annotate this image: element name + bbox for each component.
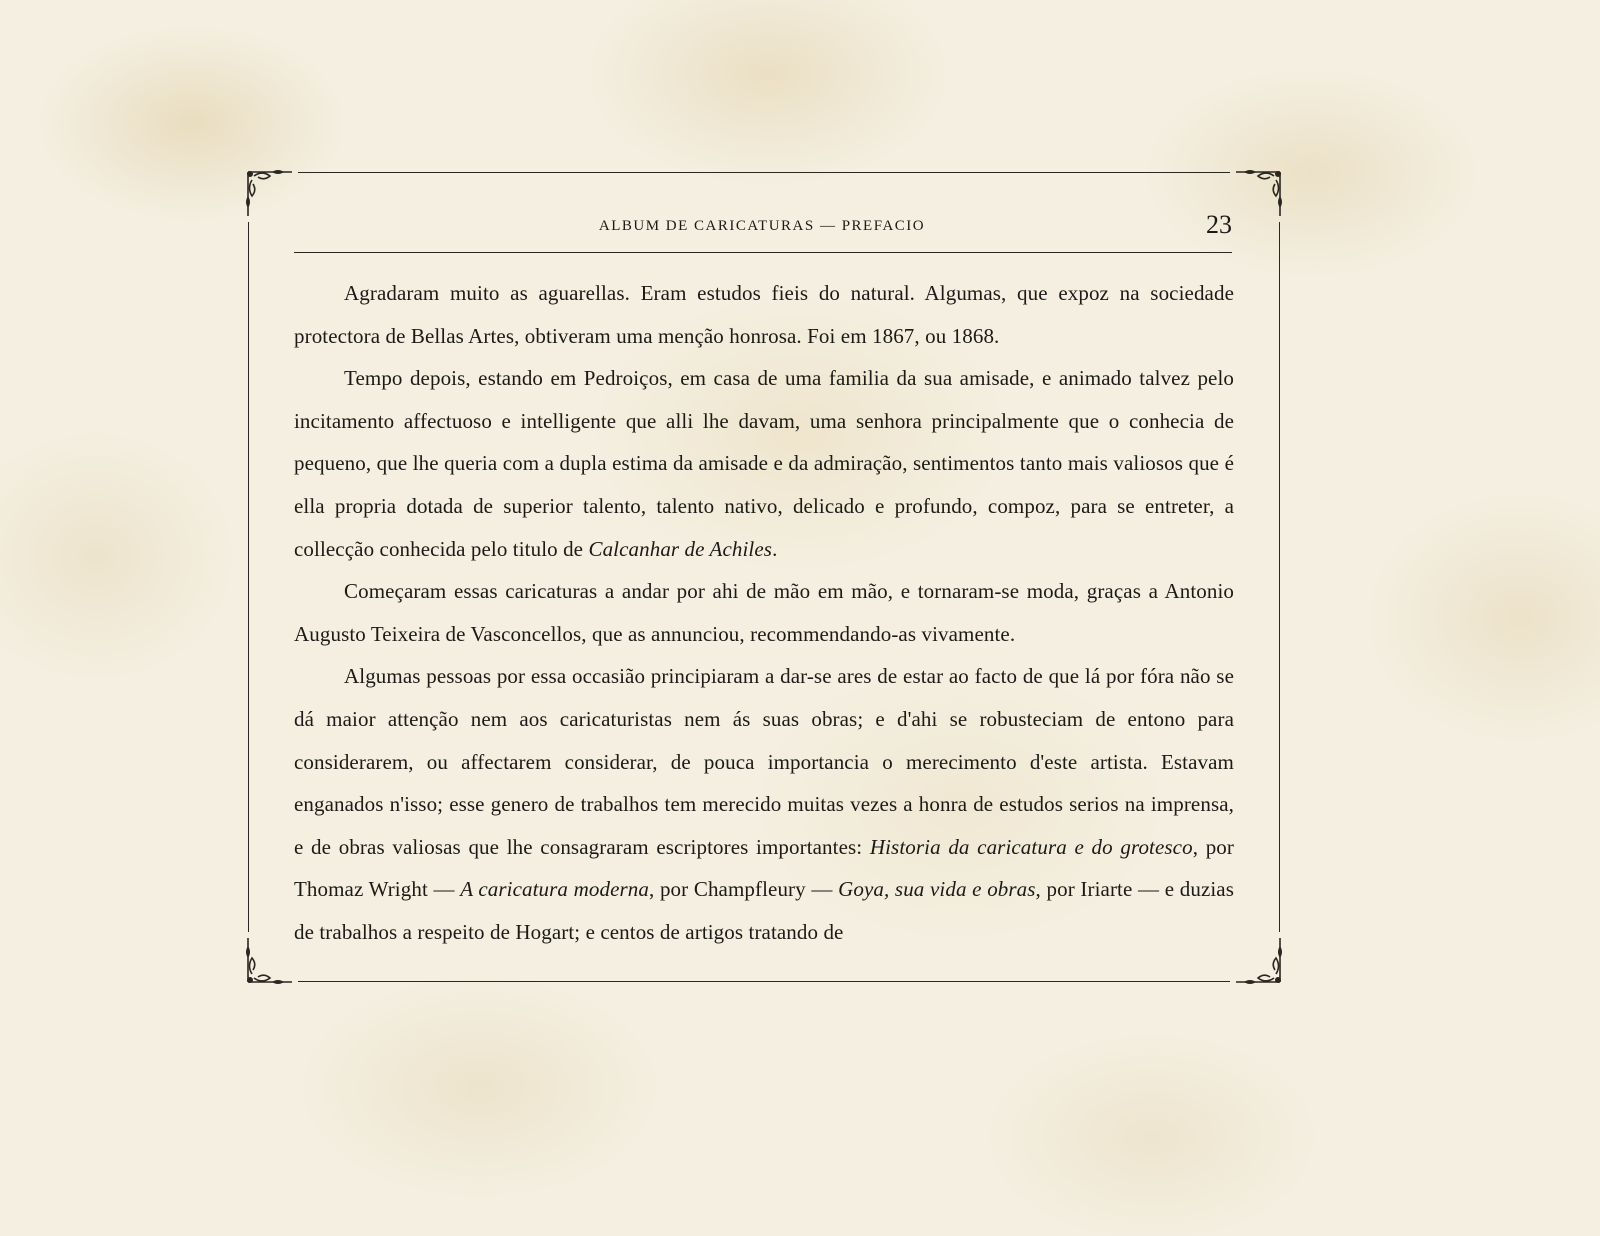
text-run: , por Champfleury — xyxy=(648,877,839,902)
text-run: Tempo depois, estando em Pedroiços, em casa de uma familia da sua amisade, e animado talvez pelo incitamento affectuoso e intelligente que alli lhe davam, uma senhora principalmente que o conhecia de pequeno, que lhe queria com a dupla estima da amisade e da admiração, sentimentos tanto mais valiosos que é ella propria dotada de superior talento, talento nativo, delicado e profundo, compoz, para se entreter, a collecção conhecida pelo titulo de xyxy=(294,366,1234,561)
frame-rule-top xyxy=(298,172,1230,173)
frame-rule-bottom xyxy=(298,981,1230,982)
paragraph xyxy=(294,655,1234,953)
italic-title: Calcanhar de Achiles xyxy=(588,536,773,561)
italic-title: A caricatura moderna xyxy=(460,877,649,902)
page-number: 23 xyxy=(1206,210,1232,239)
text-run: Agradaram muito as aguarellas. Eram estudos fieis do natural. Algumas, que expoz na sociedade protectora de Bellas Artes, obtiveram uma menção honrosa. Foi em 1867, ou 1868. xyxy=(294,281,1234,348)
corner-ornament-top-left xyxy=(242,166,298,222)
body-text xyxy=(294,272,1234,954)
paragraph xyxy=(294,272,1234,357)
text-run: Começaram essas caricaturas a andar por ahi de mão em mão, e tornaram-se moda, graças a Antonio Augusto Teixeira de Vasconcellos, que as annunciou, recommendando-as vivamente. xyxy=(294,579,1234,646)
text-run: , por Thomaz Wright — xyxy=(294,834,1234,902)
corner-ornament-top-right xyxy=(1230,166,1286,222)
corner-ornament-bottom-left xyxy=(242,932,298,988)
paragraph xyxy=(294,357,1234,570)
text-run: . xyxy=(772,536,778,561)
running-head xyxy=(292,208,1232,248)
frame-rule-left xyxy=(248,222,249,932)
frame-rule-right xyxy=(1279,222,1280,932)
corner-ornament-bottom-right xyxy=(1230,932,1286,988)
text-run: Algumas pessoas por essa occasião principiaram a dar-se ares de estar ao facto de que lá por fóra não se dá maior attenção nem aos caricaturistas nem ás suas obras; e d'ahi se robusteciam de entono para considerarem, ou affectarem considerar, de pouca importancia o merecimento d'este artista. Estavam enganados n'isso; esse genero de trabalhos tem merecido muitas vezes a honra de estudos serios na imprensa, e de obras valiosas que lhe consagraram escriptores importantes: xyxy=(294,664,1234,859)
paragraph xyxy=(294,570,1234,655)
text-run: , por Iriarte — e duzias de trabalhos a respeito de Hogart; e centos de artigos tratando de xyxy=(294,877,1234,944)
running-title: ALBUM DE CARICATURAS — PREFACIO xyxy=(598,218,926,234)
italic-title: Historia da caricatura e do grotesco xyxy=(869,834,1193,859)
italic-title: Goya, sua vida e obras xyxy=(838,877,1036,902)
header-rule xyxy=(294,252,1232,253)
